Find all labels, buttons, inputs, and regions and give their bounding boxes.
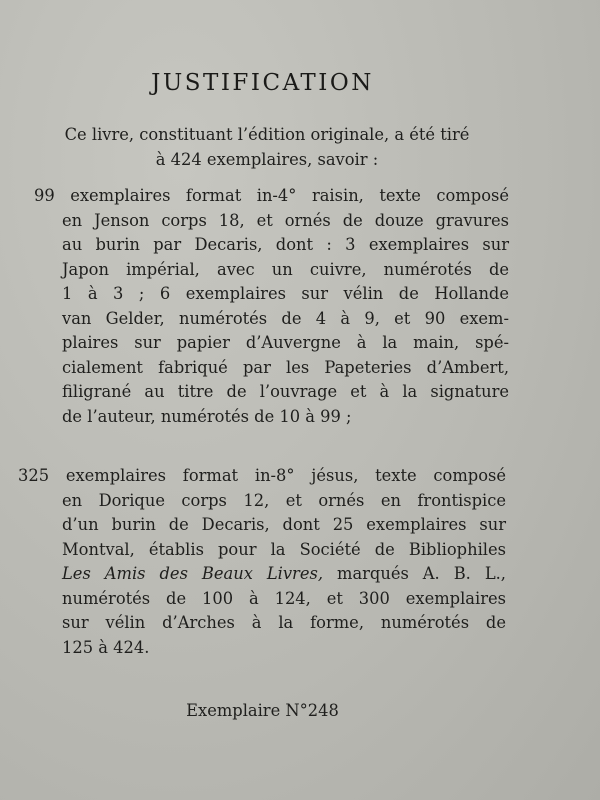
entry-line: sur vélin d’Arches à la forme, numérotés de xyxy=(62,613,506,632)
entry-line-tail: marqués A. B. L., xyxy=(337,564,506,583)
italic-society-name: Les Amis des Beaux Livres, xyxy=(62,564,324,583)
intro-line-1: Ce livre, constituant l’édition originale, a été tiré xyxy=(64,125,470,144)
entry-line: Montval, établis pour la Société de Bibliophiles xyxy=(62,539,506,559)
intro-paragraph xyxy=(24,122,510,172)
entry-line: plaires sur papier d’Auvergne à la main, spé- xyxy=(62,333,509,352)
intro-line-2: à 424 exemplaires, savoir : xyxy=(155,150,379,169)
entry-line: cialement fabriqué par les Papeteries d’Ambert, xyxy=(62,357,509,377)
page-title: JUSTIFICATION xyxy=(151,70,374,96)
entry-line: filigrané au titre de l’ouvrage et à la signature xyxy=(62,382,509,401)
entry-line: d’un burin de Decaris, dont 25 exemplaires sur xyxy=(62,515,506,534)
entry-line: au burin par Decaris, dont : 3 exemplaires sur xyxy=(62,235,509,254)
entry-line: van Gelder, numérotés de 4 à 9, et 90 exem- xyxy=(62,308,509,328)
copy-number: Exemplaire N°248 xyxy=(186,701,339,720)
entry-line: 125 à 424. xyxy=(62,637,150,657)
entry-line: numérotés de 100 à 124, et 300 exemplaires xyxy=(62,588,506,608)
entry-line: 325 exemplaires format in-8° jésus, texte composé xyxy=(18,466,506,485)
entry-line: en Jenson corps 18, et ornés de douze gravures xyxy=(62,210,509,230)
entry-line-with-title xyxy=(62,562,506,587)
edition-entry-in-8 xyxy=(18,464,506,660)
entry-line: en Dorique corps 12, et ornés en frontispice xyxy=(62,490,506,510)
entry-line: 1 à 3 ; 6 exemplaires sur vélin de Hollande xyxy=(62,284,509,303)
entry-line: 99 exemplaires format in-4° raisin, texte composé xyxy=(34,186,509,205)
entry-line: de l’auteur, numérotés de 10 à 99 ; xyxy=(62,406,352,426)
entry-line: Japon impérial, avec un cuivre, numérotés de xyxy=(62,259,509,279)
edition-entry-in-4 xyxy=(34,184,509,429)
